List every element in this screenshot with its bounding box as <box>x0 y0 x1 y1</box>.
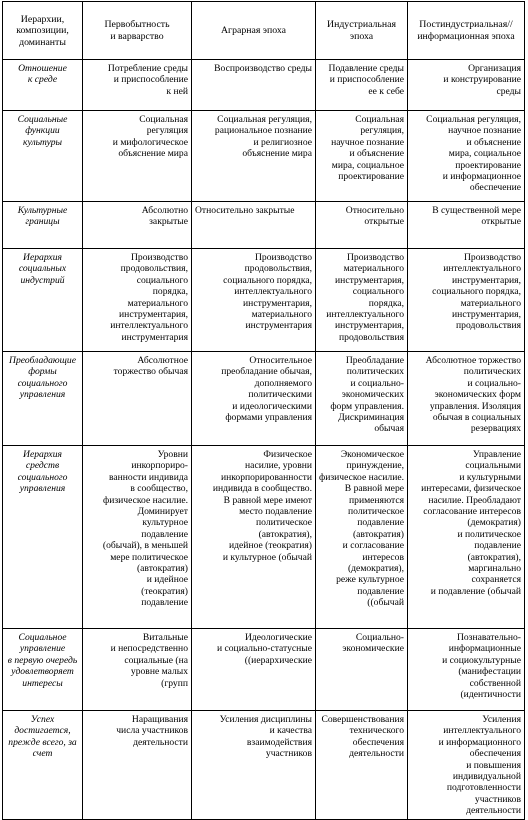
table-row <box>3 249 525 352</box>
table-cell: Относительное преобладание обычая, дополняемого политическими и идеологическими формами управления <box>192 352 316 446</box>
table-cell: Производство продовольствия, социального порядка, интеллектуального инструментария, материального инструментария <box>192 249 316 352</box>
header-postindustrial: Постиндустриальная// информационная эпоха <box>408 2 525 60</box>
row-label: Социальные функции культуры <box>3 111 83 202</box>
table-cell: Воспроизводство среды <box>192 60 316 111</box>
header-agrarian: Аграрная эпоха <box>192 2 316 60</box>
table-cell: Управление социальными и культурными интересами, физическое насилие. Преобладают согласование интересов (демократия) и политическое подавление (автократия), маргинально сохраняется и подавление (обычай <box>408 446 525 629</box>
table-cell: Абсолютно закрытые <box>83 202 192 249</box>
table-row <box>3 60 525 111</box>
table-cell: Относительно закрытые <box>192 202 316 249</box>
table-cell: Социальная регуляция, научное познание и объяснение мира, социальное проектирование <box>316 111 408 202</box>
table-cell: Производство интеллектуального инструментария, социального порядка, материального инструментария, продовольствия <box>408 249 525 352</box>
table-row <box>3 446 525 629</box>
table-cell: Уровни инкорпориро- ванности индивида в сообщество, физическое насилие. Доминирует культурное подавление (обычай), в меньшей мере политическое (автократия) и идейное (теократия) подавление <box>83 446 192 629</box>
table-cell: Усиления интеллектуального и информационного обеспечения и повышения индивидуальной подготовленности участников деятельности <box>408 711 525 820</box>
table-cell: Преобладание политических и социально- экономических форм управления. Дискриминация обычая <box>316 352 408 446</box>
table-cell: Социально- экономические <box>316 629 408 711</box>
row-label: Культурные границы <box>3 202 83 249</box>
table-cell: Социальная регуляция, рациональное познание и религиозное объяснение мира <box>192 111 316 202</box>
header-industrial: Индустриальная эпоха <box>316 2 408 60</box>
table-row <box>3 111 525 202</box>
table-cell: Усиления дисциплины и качества взаимодействия участников <box>192 711 316 820</box>
row-label: Иерархия средств социального управления <box>3 446 83 629</box>
row-label: Социальное управление в первую очередь удовлетворяет интересы <box>3 629 83 711</box>
table-cell: Социальная регуляция и мифологическое объяснение мира <box>83 111 192 202</box>
table-row <box>3 352 525 446</box>
table-row <box>3 629 525 711</box>
table-cell: Совершенствования технического обеспечения деятельности <box>316 711 408 820</box>
table-cell: Наращивания числа участников деятельности <box>83 711 192 820</box>
table-cell: Экономическое принуждение, физическое насилие. В равной мере применяются политическое подавление (автократия) и согласование интересов (демократия), реже культурное подавление ((обычай <box>316 446 408 629</box>
table-cell: Абсолютное торжество обычая <box>83 352 192 446</box>
row-label: Отношение к среде <box>3 60 83 111</box>
table-cell: В существенной мере открытые <box>408 202 525 249</box>
table-cell: Социальная регуляция, научное познание и объяснение мира, социальное проектирование и информационное обеспечение <box>408 111 525 202</box>
header-hierarchies: Иерархии, композиции, доминанты <box>3 2 83 60</box>
table-cell: Познавательно- информационные и социокультурные (манифестации собственной (идентичности <box>408 629 525 711</box>
table-cell: Относительно открытые <box>316 202 408 249</box>
row-label: Успех достигается, прежде всего, за счет <box>3 711 83 820</box>
table-row <box>3 202 525 249</box>
row-label: Преобладающие формы социального управления <box>3 352 83 446</box>
table-cell: Организация и конструирование среды <box>408 60 525 111</box>
header-primitive: Первобытность и варварство <box>83 2 192 60</box>
table-cell: Потребление среды и приспособление к ней <box>83 60 192 111</box>
table-cell: Физическое насилие, уровни инкорпорированности индивида в сообщество. В равной мере имеют место подавление политическое (автократия), идейное (теократия) и культурное (обычай <box>192 446 316 629</box>
table-cell: Абсолютное торжество политических и социально- экономических форм управления. Изоляция обычая в социальных резервациях <box>408 352 525 446</box>
table-cell: Витальные и непосредственно социальные (на уровне малых (групп <box>83 629 192 711</box>
header-row <box>3 2 525 60</box>
table-row <box>3 711 525 820</box>
table-cell: Производство материального инструментария, социального порядка, интеллектуального инструментария, продовольствия <box>316 249 408 352</box>
table-cell: Подавление среды и приспособление ее к себе <box>316 60 408 111</box>
table-cell: Производство продовольствия, социального порядка, материального инструментария, интеллектуального инструментария <box>83 249 192 352</box>
epoch-comparison-table <box>2 1 525 820</box>
table-cell: Идеологические и социально-статусные ((иерархические <box>192 629 316 711</box>
row-label: Иерархия социальных индустрий <box>3 249 83 352</box>
